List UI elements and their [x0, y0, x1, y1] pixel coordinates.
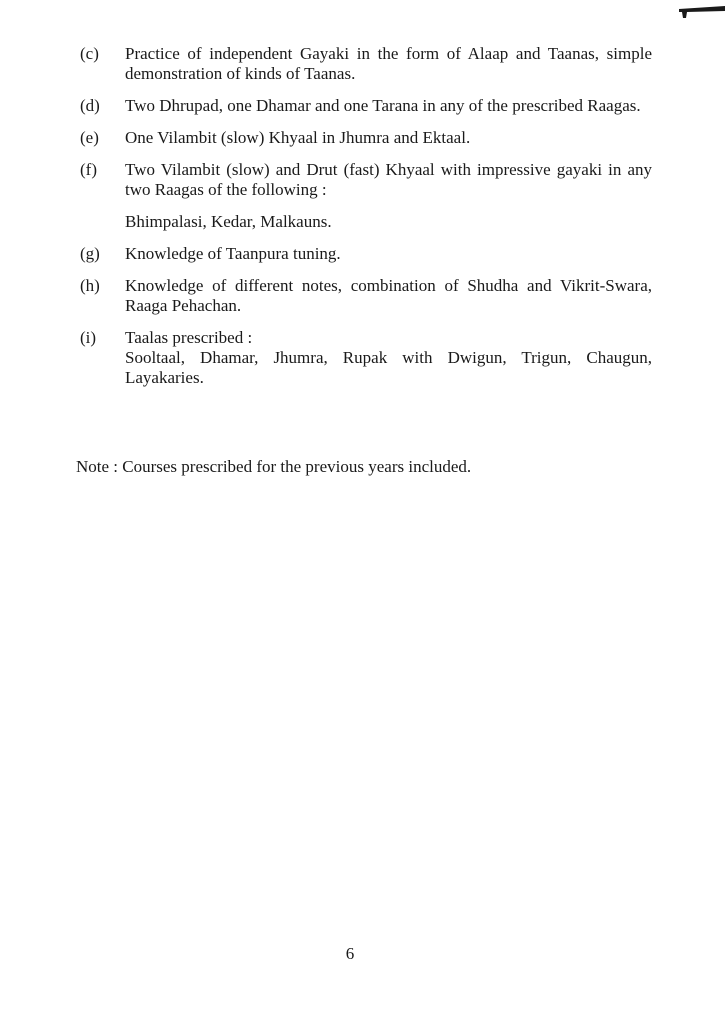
list-item [80, 96, 652, 116]
item-body [125, 328, 652, 388]
list-item [80, 276, 652, 316]
corner-mark [679, 6, 725, 18]
list-item [80, 44, 652, 84]
taala-list: Sooltaal, Dhamar, Jhumra, Rupak with Dwigun, Trigun, Chaugun, Layakaries. [125, 348, 652, 387]
item-text: Two Dhrupad, one Dhamar and one Tarana in any of the prescribed Raagas. [125, 96, 641, 115]
item-label: (h) [80, 276, 100, 295]
item-label: (f) [80, 160, 97, 179]
item-label: (i) [80, 328, 97, 347]
item-text: One Vilambit (slow) Khyaal in Jhumra and Ektaal. [125, 128, 471, 147]
syllabus-list [80, 44, 652, 400]
item-text: Practice of independent Gayaki in the form of Alaap and Taanas, simple demonstration of kinds of Taanas. [125, 44, 652, 83]
item-label: (g) [80, 244, 100, 263]
list-item [80, 128, 652, 148]
list-item [80, 160, 652, 232]
item-label: (d) [80, 96, 100, 115]
item-text: Knowledge of Taanpura tuning. [125, 244, 341, 263]
item-text: Taalas prescribed : [125, 328, 253, 347]
list-item [80, 244, 652, 264]
item-body [125, 160, 652, 232]
item-label: (c) [80, 44, 99, 63]
item-label: (e) [80, 128, 99, 147]
raaga-list: Bhimpalasi, Kedar, Malkauns. [125, 212, 332, 231]
item-text: Knowledge of different notes, combination of Shudha and Vikrit-Swara, Raaga Pehachan. [125, 276, 652, 315]
note-text: Note : Courses prescribed for the previous years included. [76, 457, 472, 476]
item-text: Two Vilambit (slow) and Drut (fast) Khyaal with impressive gayaki in any two Raagas of the following : [125, 160, 652, 199]
page-number: 6 [345, 944, 355, 963]
list-item [80, 328, 652, 388]
